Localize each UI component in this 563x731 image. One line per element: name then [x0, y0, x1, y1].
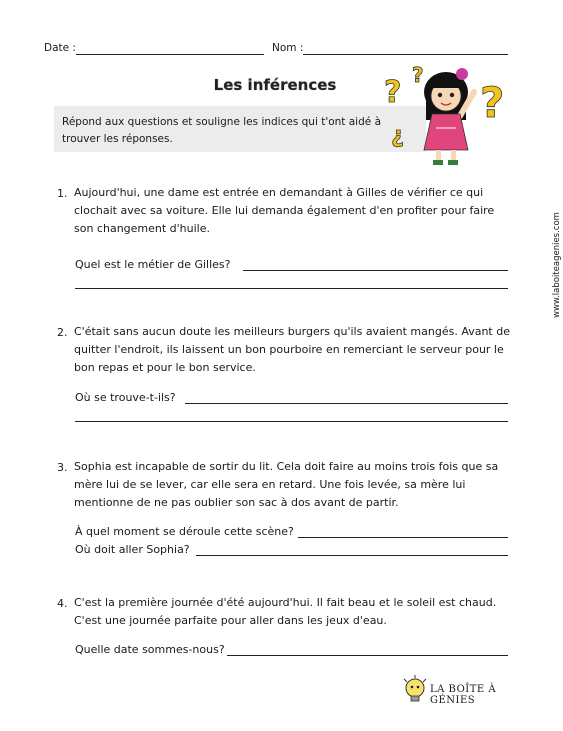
question-text: C'était sans aucun doute les meilleurs burgers qu'ils avaient mangés. Avant de quitter l'endroit, ils laissent un bon pourboire en remerciant le serveur pour le bon repas et pour le bon service. [74, 325, 510, 374]
question-number: 1. [57, 187, 68, 200]
lightbulb-icon [400, 675, 430, 705]
name-label: Nom : [272, 42, 304, 54]
answer-line[interactable] [185, 403, 508, 404]
svg-text:?: ? [391, 124, 404, 149]
brand-logo [400, 675, 515, 705]
svg-text:?: ? [384, 75, 402, 110]
question-number: 3. [57, 461, 68, 474]
date-label: Date : [44, 42, 76, 54]
instructions-box [54, 106, 426, 152]
question-number: 2. [57, 326, 68, 339]
question-prompt: À quel moment se déroule cette scène? [75, 525, 294, 538]
question-prompt: Où doit aller Sophia? [75, 543, 190, 556]
website-side-text: www.laboiteagenies.com [552, 212, 562, 318]
svg-text:?: ? [412, 63, 424, 87]
question-text: Sophia est incapable de sortir du lit. Cela doit faire au moins trois fois que sa mère lui de se lever, car elle sera en retard. Une fois levée, sa mère lui mentionne de ne pas oublier son sac à dos avant de partir. [74, 460, 499, 509]
question-text: C'est la première journée d'été aujourd'hui. Il fait beau et le soleil est chaud. C'est une journée parfaite pour aller dans les jeux d'eau. [74, 596, 497, 627]
answer-line[interactable] [75, 288, 508, 289]
question-text: Aujourd'hui, une dame est entrée en demandant à Gilles de vérifier ce qui clochait avec sa voiture. Elle lui demanda également d'en profiter pour faire son changement d'huile. [74, 186, 495, 235]
page-title: Les inférences [213, 76, 337, 94]
question-prompt: Où se trouve-t-ils? [75, 391, 176, 404]
question-number: 4. [57, 597, 68, 610]
svg-text:?: ? [480, 78, 505, 127]
answer-line[interactable] [75, 421, 508, 422]
answer-line[interactable] [227, 655, 508, 656]
answer-line[interactable] [243, 270, 508, 271]
logo-text: LA BOÎTE À GÉNIES [430, 684, 497, 706]
girl-illustration [382, 62, 522, 170]
question-prompt: Quelle date sommes-nous? [75, 643, 225, 656]
answer-line[interactable] [298, 537, 508, 538]
instructions-text: Répond aux questions et souligne les indices qui t'ont aidé à trouver les réponses. [62, 116, 381, 145]
name-field[interactable] [303, 54, 508, 55]
date-field[interactable] [76, 54, 264, 55]
answer-line[interactable] [196, 555, 508, 556]
question-prompt: Quel est le métier de Gilles? [75, 258, 231, 271]
